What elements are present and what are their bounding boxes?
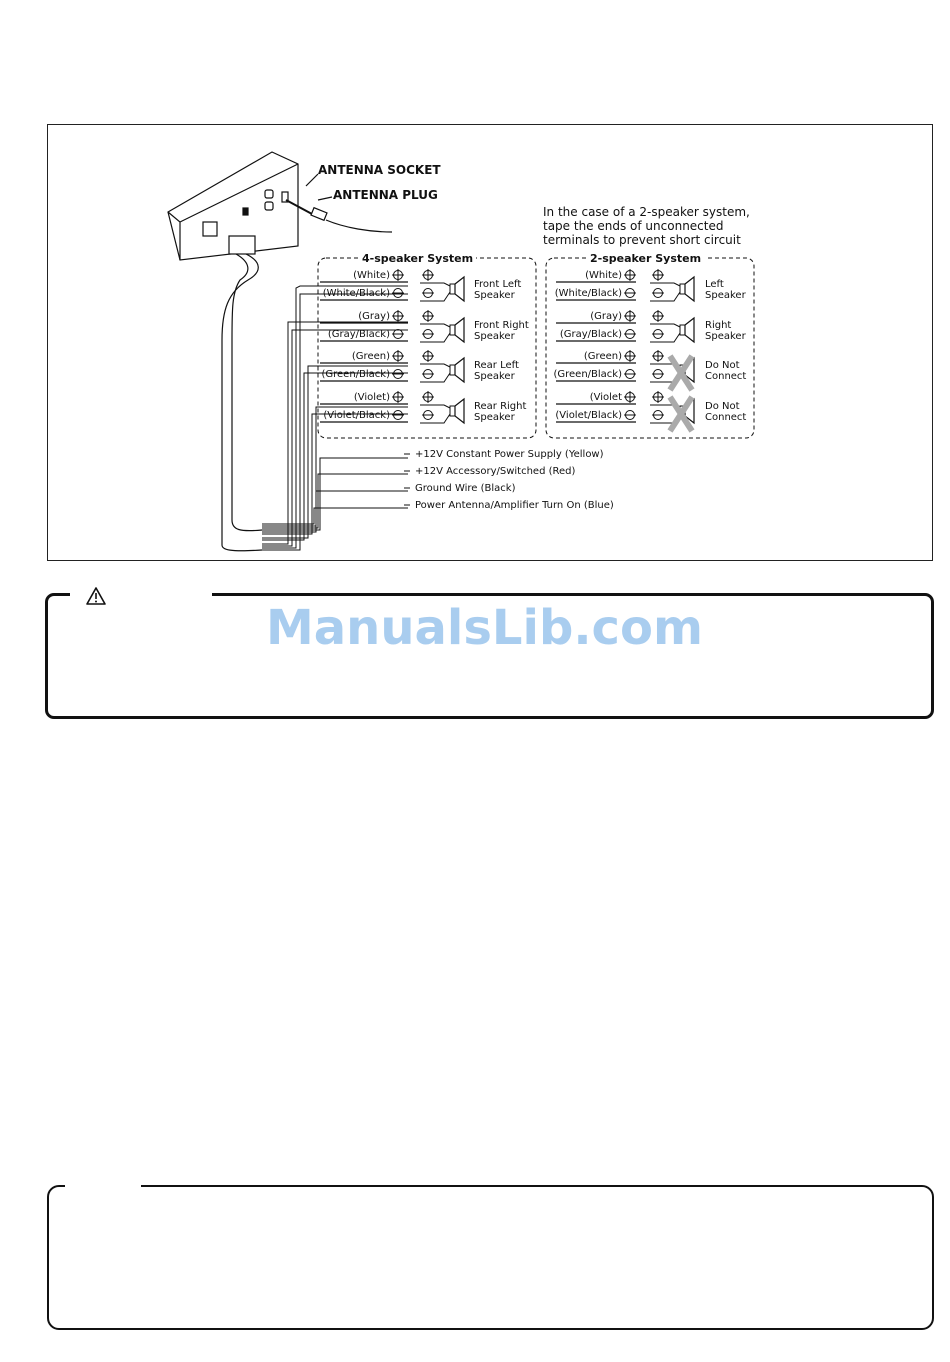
watermark: ManualsLib.com	[266, 600, 703, 656]
speaker-icon	[450, 284, 455, 294]
speaker-lead	[650, 283, 680, 286]
speaker-icon	[680, 325, 685, 335]
wire-color-label: (Gray/Black)	[559, 329, 622, 340]
speaker-label: Rear Right	[474, 401, 527, 412]
wire-color-label: (Gray)	[358, 311, 390, 322]
speaker-label: Speaker	[705, 331, 746, 342]
wire-color-label: (Gray/Black)	[327, 329, 390, 340]
power-wire-label: Power Antenna/Amplifier Turn On (Blue)	[415, 500, 614, 511]
speaker-label: Speaker	[474, 331, 515, 342]
two-speaker-title: 2-speaker System	[590, 252, 702, 265]
wire-color-label: (Violet	[589, 392, 622, 403]
note-line-1: In the case of a 2-speaker system,	[543, 205, 750, 219]
speaker-lead	[420, 405, 450, 408]
speaker-label: Do Not	[705, 360, 740, 371]
speaker-lead	[420, 324, 450, 327]
speaker-label: Speaker	[474, 412, 515, 423]
speaker-label: Speaker	[705, 290, 746, 301]
wire-color-label: (Green/Black)	[321, 369, 390, 380]
speaker-icon	[455, 358, 464, 382]
speaker-icon	[455, 318, 464, 342]
note-box	[47, 1185, 934, 1330]
speaker-label: Speaker	[474, 290, 515, 301]
wire-color-label: (Violet/Black)	[555, 410, 622, 421]
speaker-icon	[455, 399, 464, 423]
speaker-label: Front Right	[474, 320, 529, 331]
wire-color-label: (White/Black)	[554, 288, 622, 299]
speaker-label: Front Left	[474, 279, 522, 290]
note-line-2: tape the ends of unconnected	[543, 219, 724, 233]
speaker-icon	[685, 318, 694, 342]
speaker-icon	[450, 365, 455, 375]
power-wire-label: +12V Constant Power Supply (Yellow)	[415, 449, 604, 460]
wire-color-label: (Gray)	[590, 311, 622, 322]
wire-color-label: (White)	[353, 270, 390, 281]
speaker-icon	[455, 277, 464, 301]
speaker-label: Connect	[705, 412, 747, 423]
speaker-label: Do Not	[705, 401, 740, 412]
speaker-lead	[650, 324, 680, 327]
note-line-3: terminals to prevent short circuit	[543, 233, 741, 247]
speaker-lead	[420, 283, 450, 286]
wiring-diagram	[0, 0, 950, 570]
speaker-label: Left	[705, 279, 724, 290]
speaker-label: Rear Left	[474, 360, 519, 371]
power-wire-label: Ground Wire (Black)	[415, 483, 516, 494]
warning-triangle-icon	[85, 586, 107, 606]
wire-color-label: (Green)	[351, 351, 390, 362]
speaker-label: Right	[705, 320, 732, 331]
wire-color-label: (White)	[585, 270, 622, 281]
note-tab	[65, 1178, 141, 1192]
speaker-icon	[450, 406, 455, 416]
wire-color-label: (Green/Black)	[553, 369, 622, 380]
power-wire-label: +12V Accessory/Switched (Red)	[415, 466, 576, 477]
speaker-lead	[420, 364, 450, 367]
speaker-icon	[680, 284, 685, 294]
four-speaker-title: 4-speaker System	[362, 252, 474, 265]
antenna-socket-label: ANTENNA SOCKET	[318, 163, 441, 177]
wire-color-label: (White/Black)	[322, 288, 390, 299]
speaker-icon	[450, 325, 455, 335]
antenna-plug-label: ANTENNA PLUG	[333, 188, 438, 202]
speaker-icon	[685, 277, 694, 301]
wire-color-label: (Violet/Black)	[323, 410, 390, 421]
wire-color-label: (Green)	[583, 351, 622, 362]
speaker-label: Connect	[705, 371, 747, 382]
wire-color-label: (Violet)	[353, 392, 390, 403]
speaker-label: Speaker	[474, 371, 515, 382]
